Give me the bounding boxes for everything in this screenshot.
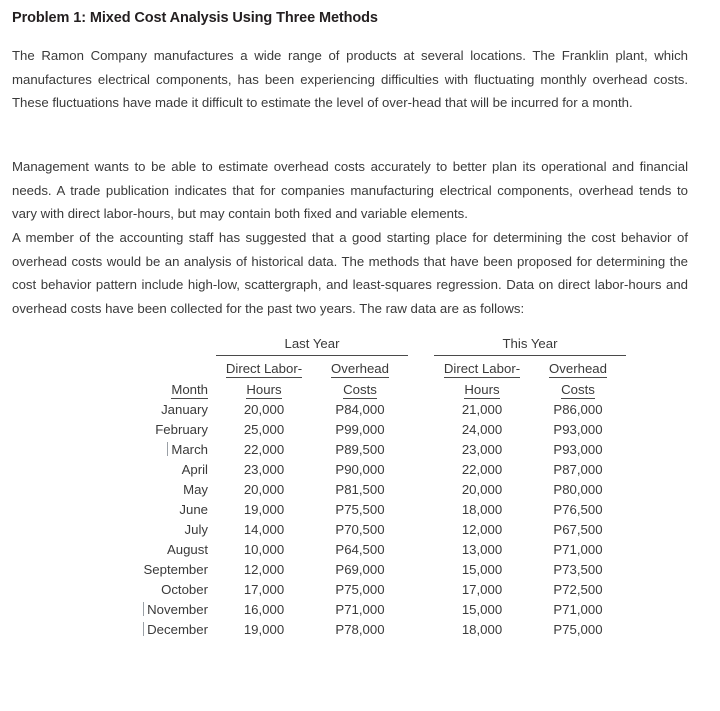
cell-last-year-costs <box>312 420 408 440</box>
group-header-this-year <box>434 335 626 356</box>
cell-month-value: November <box>147 600 208 620</box>
cell-last-year-costs <box>312 620 408 640</box>
cell-month-value: June <box>179 502 208 517</box>
cell-this-year-costs-value: P93,000 <box>553 422 603 437</box>
cell-this-year-costs-value: P67,500 <box>553 522 603 537</box>
cell-last-year-hours-value: 17,000 <box>243 582 285 597</box>
column-header-row-bottom <box>100 379 626 400</box>
column-header-this-hours-top <box>434 356 530 379</box>
group-header-last-year <box>216 335 408 356</box>
table-row <box>100 420 626 440</box>
cell-gap <box>408 540 434 560</box>
cell-last-year-hours-value: 10,000 <box>243 542 285 557</box>
table-row <box>100 460 626 480</box>
raw-data-table <box>100 335 626 640</box>
cell-this-year-costs-value: P87,000 <box>553 462 603 477</box>
cell-month <box>100 500 216 520</box>
table-row <box>100 400 626 420</box>
table-body <box>100 400 626 640</box>
paragraph-methods: A member of the accounting staff has suggested that a good starting place for determining the cost behavior of overhead costs would be an analysis of historical data. The methods that have been proposed for determining the cost behavior pattern include high-low, scattergraph, and least-squares regression. Data on direct labor-hours and overhead costs have been collected for the past two years. The raw data are as follows: <box>12 230 688 316</box>
column-header-last-hours-bottom <box>216 379 312 400</box>
cell-this-year-hours-value: 22,000 <box>461 462 503 477</box>
cell-last-year-costs <box>312 460 408 480</box>
cell-month-value: May <box>183 482 208 497</box>
cell-last-year-hours-value: 20,000 <box>243 402 285 417</box>
group-header-this-year-label: This Year <box>434 335 626 356</box>
column-header-costs-last: Costs <box>343 382 377 397</box>
cell-gap <box>408 620 434 640</box>
cell-gap <box>408 460 434 480</box>
cell-month-value: April <box>181 462 208 477</box>
cell-month <box>100 600 216 620</box>
cell-gap <box>408 400 434 420</box>
cell-last-year-costs-value: P75,000 <box>335 582 385 597</box>
cell-month <box>100 440 216 460</box>
cell-this-year-hours-value: 13,000 <box>461 542 503 557</box>
cell-this-year-hours <box>434 440 530 460</box>
paragraph-intro: The Ramon Company manufactures a wide range of products at several locations. The Franklin plant, which manufactures electrical components, has been experiencing difficulties with fluctuating monthly overhead costs. These fluctuations have made it difficult to estimate the level of over-head that will be incurred for a month. <box>12 48 688 110</box>
cell-last-year-costs <box>312 500 408 520</box>
cell-this-year-hours-value: 17,000 <box>461 582 503 597</box>
table-row <box>100 440 626 460</box>
column-header-row-top <box>100 356 626 379</box>
group-header-gap <box>408 335 434 356</box>
cell-last-year-hours <box>216 480 312 500</box>
table-row <box>100 540 626 560</box>
raw-data-table-container <box>0 335 720 640</box>
cell-gap <box>408 580 434 600</box>
cell-month-value: August <box>166 542 208 557</box>
cell-gap <box>408 480 434 500</box>
table-header <box>100 335 626 400</box>
cell-month-value: September <box>143 562 208 577</box>
column-header-this-hours-bottom <box>434 379 530 400</box>
cell-this-year-costs-value: P80,000 <box>553 482 603 497</box>
cell-this-year-hours <box>434 460 530 480</box>
table-row <box>100 580 626 600</box>
cell-month <box>100 620 216 640</box>
cell-this-year-hours-value: 12,000 <box>461 522 503 537</box>
cell-last-year-hours <box>216 620 312 640</box>
cell-last-year-hours-value: 25,000 <box>243 422 285 437</box>
cell-month-value: October <box>161 582 208 597</box>
column-header-costs-this: Costs <box>561 382 595 397</box>
table-row <box>100 560 626 580</box>
cell-this-year-costs <box>530 440 626 460</box>
cell-last-year-hours-value: 22,000 <box>243 442 285 457</box>
cell-last-year-costs <box>312 440 408 460</box>
cell-this-year-costs <box>530 560 626 580</box>
cell-this-year-hours-value: 15,000 <box>461 562 503 577</box>
cell-last-year-hours <box>216 560 312 580</box>
cell-last-year-hours <box>216 540 312 560</box>
cell-this-year-hours-value: 21,000 <box>461 402 503 417</box>
cell-this-year-hours-value: 20,000 <box>461 482 503 497</box>
cell-this-year-hours <box>434 420 530 440</box>
cell-month <box>100 420 216 440</box>
cell-gap <box>408 520 434 540</box>
cell-last-year-hours-value: 20,000 <box>243 482 285 497</box>
cell-this-year-hours <box>434 560 530 580</box>
cell-last-year-costs-value: P75,500 <box>335 502 385 517</box>
cell-last-year-hours <box>216 600 312 620</box>
cell-this-year-hours-value: 24,000 <box>461 422 503 437</box>
cell-last-year-hours <box>216 520 312 540</box>
cell-month-value: July <box>184 522 208 537</box>
cell-this-year-costs <box>530 540 626 560</box>
column-header-overhead-last: Overhead <box>331 361 389 376</box>
cell-last-year-hours <box>216 500 312 520</box>
cell-gap <box>408 440 434 460</box>
cell-this-year-hours <box>434 540 530 560</box>
group-header-last-year-label: Last Year <box>216 335 408 356</box>
cell-last-year-costs-value: P89,500 <box>335 442 385 457</box>
column-header-hours-this: Hours <box>464 382 500 397</box>
cell-this-year-costs <box>530 480 626 500</box>
cell-month <box>100 460 216 480</box>
cell-this-year-costs <box>530 580 626 600</box>
cell-last-year-costs <box>312 580 408 600</box>
cell-month-value: December <box>147 620 208 640</box>
page-title: Problem 1: Mixed Cost Analysis Using Three Methods <box>12 10 378 26</box>
cell-month <box>100 540 216 560</box>
column-header-last-costs-top <box>312 356 408 379</box>
cell-this-year-hours <box>434 480 530 500</box>
cell-last-year-hours-value: 16,000 <box>243 602 285 617</box>
cell-last-year-costs <box>312 400 408 420</box>
group-header-row <box>100 335 626 356</box>
cell-this-year-costs-value: P76,500 <box>553 502 603 517</box>
column-header-last-hours-top <box>216 356 312 379</box>
cell-this-year-costs <box>530 520 626 540</box>
cell-last-year-costs <box>312 560 408 580</box>
cell-last-year-hours <box>216 420 312 440</box>
cell-this-year-costs <box>530 600 626 620</box>
column-header-blank <box>100 356 216 379</box>
cell-this-year-hours <box>434 500 530 520</box>
table-row <box>100 600 626 620</box>
paragraph-management: Management wants to be able to estimate overhead costs accurately to better plan its operational and financial needs. A trade publication indicates that for companies manufacturing electrical components, overhead tends to vary with direct labor-hours, but may contain both fixed and variable elements. <box>12 159 688 221</box>
cell-this-year-costs <box>530 460 626 480</box>
cell-last-year-hours-value: 12,000 <box>243 562 285 577</box>
cell-this-year-costs <box>530 620 626 640</box>
cell-month <box>100 580 216 600</box>
cell-this-year-costs-value: P93,000 <box>553 442 603 457</box>
cell-this-year-hours <box>434 620 530 640</box>
cell-last-year-costs-value: P84,000 <box>335 402 385 417</box>
cell-this-year-hours <box>434 600 530 620</box>
cell-month <box>100 400 216 420</box>
cell-this-year-costs <box>530 500 626 520</box>
cell-gap <box>408 600 434 620</box>
cell-this-year-costs-value: P73,500 <box>553 562 603 577</box>
cell-this-year-costs-value: P86,000 <box>553 402 603 417</box>
column-header-month-label: Month <box>171 382 208 397</box>
cell-last-year-costs <box>312 600 408 620</box>
table-row <box>100 620 626 640</box>
cell-last-year-hours-value: 14,000 <box>243 522 285 537</box>
cell-last-year-hours <box>216 460 312 480</box>
table-row <box>100 480 626 500</box>
column-header-direct-labor-this: Direct Labor- <box>443 361 521 376</box>
cell-this-year-hours <box>434 520 530 540</box>
cell-month-value: January <box>161 402 208 417</box>
cell-last-year-costs-value: P90,000 <box>335 462 385 477</box>
cell-this-year-hours <box>434 580 530 600</box>
cell-this-year-costs-value: P75,000 <box>553 622 603 637</box>
cell-this-year-hours <box>434 400 530 420</box>
column-header-hours-last: Hours <box>246 382 282 397</box>
column-header-this-costs-bottom <box>530 379 626 400</box>
column-header-month <box>100 379 216 400</box>
cell-last-year-costs-value: P71,000 <box>335 602 385 617</box>
cell-last-year-costs <box>312 540 408 560</box>
cell-month-value: March <box>171 440 208 460</box>
cell-last-year-costs-value: P69,000 <box>335 562 385 577</box>
cell-month <box>100 480 216 500</box>
cell-this-year-hours-value: 18,000 <box>461 502 503 517</box>
cell-last-year-costs-value: P78,000 <box>335 622 385 637</box>
cell-last-year-costs-value: P99,000 <box>335 422 385 437</box>
cell-this-year-costs <box>530 400 626 420</box>
cell-month <box>100 520 216 540</box>
cell-gap <box>408 420 434 440</box>
cell-this-year-costs-value: P71,000 <box>553 602 603 617</box>
column-header-last-costs-bottom <box>312 379 408 400</box>
cell-this-year-costs-value: P71,000 <box>553 542 603 557</box>
column-header-gap-bottom <box>408 379 434 400</box>
column-header-this-costs-top <box>530 356 626 379</box>
cell-last-year-hours <box>216 440 312 460</box>
cell-last-year-costs-value: P81,500 <box>335 482 385 497</box>
column-header-direct-labor-last: Direct Labor- <box>225 361 303 376</box>
cell-last-year-hours-value: 23,000 <box>243 462 285 477</box>
table-row <box>100 520 626 540</box>
cell-last-year-hours-value: 19,000 <box>243 502 285 517</box>
cell-gap <box>408 560 434 580</box>
cell-last-year-hours <box>216 580 312 600</box>
cell-last-year-costs <box>312 520 408 540</box>
column-header-overhead-this: Overhead <box>549 361 607 376</box>
cell-last-year-costs <box>312 480 408 500</box>
table-row <box>100 500 626 520</box>
cell-last-year-costs-value: P64,500 <box>335 542 385 557</box>
cell-this-year-hours-value: 23,000 <box>461 442 503 457</box>
cell-last-year-costs-value: P70,500 <box>335 522 385 537</box>
cell-last-year-hours <box>216 400 312 420</box>
cell-month-value: February <box>155 422 208 437</box>
cell-month <box>100 560 216 580</box>
column-header-gap-top <box>408 356 434 379</box>
group-header-spacer <box>100 335 216 356</box>
cell-this-year-costs-value: P72,500 <box>553 582 603 597</box>
cell-this-year-costs <box>530 420 626 440</box>
cell-last-year-hours-value: 19,000 <box>243 622 285 637</box>
cell-gap <box>408 500 434 520</box>
cell-this-year-hours-value: 18,000 <box>461 622 503 637</box>
cell-this-year-hours-value: 15,000 <box>461 602 503 617</box>
